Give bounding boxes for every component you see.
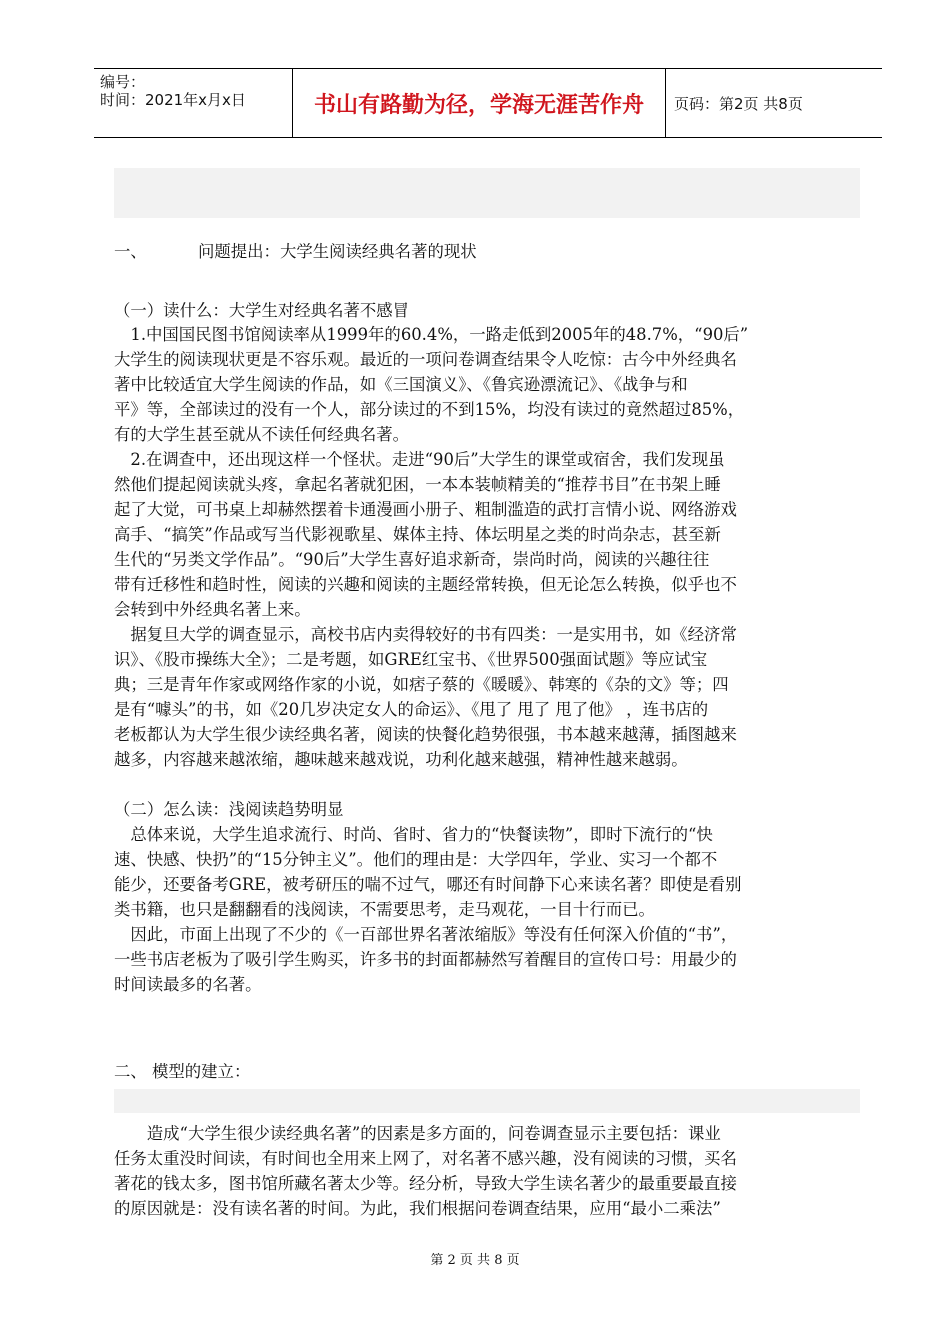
time-label: 时间：2021年x月x日: [100, 91, 246, 109]
para3-line: 越多，内容越来越浓缩，趣味越来越戏说，功利化越来越强，精神性越来越弱。: [114, 750, 688, 769]
para4-line: 能少，还要备考GRE，被考研压的喘不过气，哪还有时间静下心来读名著？即使是看别: [114, 875, 742, 894]
para4-line: 总体来说，大学生追求流行、时尚、省时、省力的“快餐读物”，即时下流行的“快: [114, 825, 713, 844]
para4-line: 速、快感、快扔”的“15分钟主义”。他们的理由是：大学四年，学业、实习一个都不: [114, 850, 718, 869]
para3-line: 据复旦大学的调查显示，高校书店内卖得较好的书有四类：一是实用书，如《经济常: [114, 625, 737, 644]
para3-line: 是有“噱头”的书，如《20几岁决定女人的命运》、《甩了 甩了 甩了他》 ，连书店的: [114, 700, 709, 719]
grey-band: [114, 168, 860, 218]
para4-line: 类书籍，也只是翻翻看的浅阅读，不需要思考，走马观花，一目十行而已。: [114, 900, 655, 919]
para1-line: 平》等，全部读过的没有一个人，部分读过的不到15%，均没有读过的竟然超过85%，: [114, 400, 745, 419]
header-motto: 书山有路勤为径，学海无涯苦作舟: [293, 69, 666, 137]
para6-line: 任务太重没时间读，有时间也全用来上网了，对名著不感兴趣，没有阅读的习惯，买名: [114, 1149, 737, 1168]
section1-heading-text: 问题提出：大学生阅读经典名著的现状: [198, 242, 477, 261]
header-page-info: 页码：第2页 共8页: [674, 94, 803, 113]
para2-line: 带有迁移性和趋时性，阅读的兴趣和阅读的主题经常转换，但无论怎么转换，似乎也不: [114, 575, 737, 594]
para5-line: 时间读最多的名著。: [114, 975, 262, 994]
para3-line: 典；三是青年作家或网络作家的小说，如痞子蔡的《暖暖》、韩寒的《杂的文》等；四: [114, 675, 729, 694]
para2-line: 2.在调查中，还出现这样一个怪状。走进“90后”大学生的课堂或宿舍，我们发现虽: [114, 450, 725, 469]
number-label: 编号：: [100, 73, 146, 91]
section1-heading-num: 一、: [114, 242, 147, 261]
para3-line: 老板都认为大学生很少读经典名著，阅读的快餐化趋势很强，书本越来越薄，插图越来: [114, 725, 737, 744]
para6-line: 的原因就是：没有读名著的时间。为此，我们根据问卷调查结果，应用“最小二乘法”: [114, 1199, 721, 1218]
para1-line: 有的大学生甚至就从不读任何经典名著。: [114, 425, 410, 444]
para1-line: 著中比较适宜大学生阅读的作品，如《三国演义》、《鲁宾逊漂流记》、《战争与和: [114, 375, 688, 394]
para6-line: 造成“大学生很少读经典名著”的因素是多方面的，问卷调查显示主要包括：课业: [114, 1124, 721, 1143]
subsection2-title: （二）怎么读：浅阅读趋势明显: [114, 800, 344, 819]
para1-line: 1.中国国民图书馆阅读率从1999年的60.4%，一路走低到2005年的48.7%，“90后”: [114, 325, 749, 344]
page-footer: 第 2 页 共 8 页: [430, 1253, 520, 1268]
header-info-cell: [94, 69, 293, 137]
para2-line: 会转到中外经典名著上来。: [114, 600, 311, 619]
para3-line: 识》、《股市操练大全》；二是考题，如GRE红宝书、《世界500强面试题》等应试宝: [114, 650, 708, 669]
para2-line: 起了大觉，可书桌上却赫然摆着卡通漫画小册子、粗制滥造的武打言情小说、网络游戏: [114, 500, 737, 519]
para6-line: 著花的钱太多，图书馆所藏名著太少等。经分析，导致大学生读名著少的最重要最直接: [114, 1174, 737, 1193]
para2-line: 高手、“搞笑”作品或写当代影视歌星、媒体主持、体坛明星之类的时尚杂志，甚至新: [114, 525, 721, 544]
para1-line: 大学生的阅读现状更是不容乐观。最近的一项问卷调查结果令人吃惊：古今中外经典名: [114, 350, 737, 369]
section1-heading: [114, 238, 862, 262]
para2-line: 生代的“另类文学作品”。“90后”大学生喜好追求新奇，崇尚时尚，阅读的兴趣往往: [114, 550, 710, 569]
para5-line: 一些书店老板为了吸引学生购买，许多书的封面都赫然写着醒目的宣传口号：用最少的: [114, 950, 737, 969]
subsection1-title: （一）读什么：大学生对经典名著不感冒: [114, 301, 410, 320]
page-header: [94, 68, 882, 138]
section2-heading: 二、 模型的建立：: [114, 1062, 251, 1081]
para5-line: 因此，市面上出现了不少的《一百部世界名著浓缩版》等没有任何深入价值的“书”，: [114, 925, 738, 944]
para2-line: 然他们提起阅读就头疼，拿起名著就犯困，一本本装帧精美的“推荐书目”在书架上睡: [114, 475, 721, 494]
grey-band: [114, 1089, 860, 1113]
